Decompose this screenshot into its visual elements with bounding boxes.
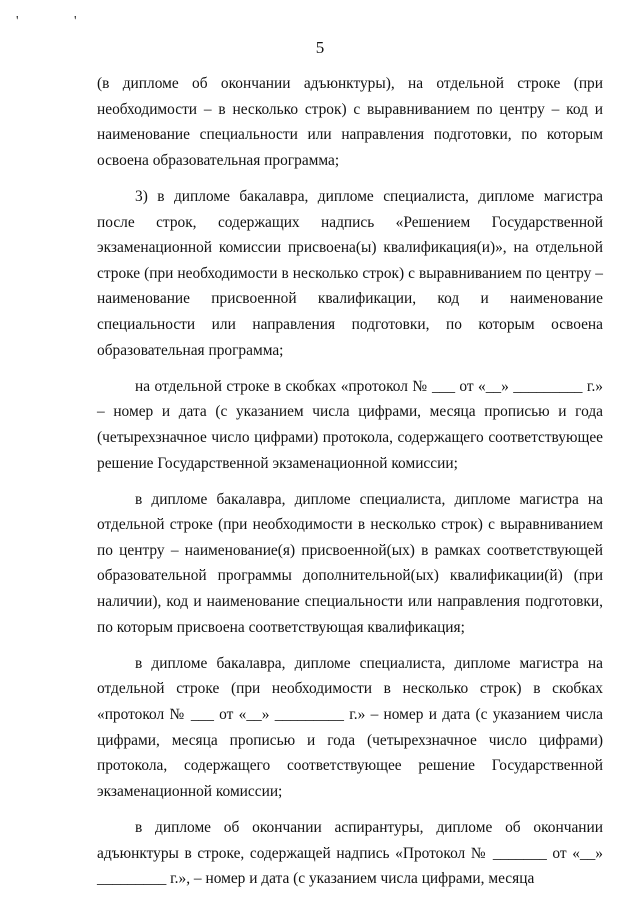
paragraph-3: на отдельной строке в скобках «протокол № ___ от «__» _________ г.» – номер и дата (с указанием числа цифрами, месяца прописью и года (четырехзначное число цифрами) протокола, содержащего соответствующее решение Государственной экзаменационной комиссии; — [97, 377, 603, 472]
paragraph-1: (в дипломе об окончании адъюнктуры), на отдельной строке (при необходимости – в несколько строк) с выравниванием по центру – код и наименование специальности или направления подготовки, по которым освоена образовательная программа; — [97, 75, 603, 169]
document-body — [97, 71, 603, 892]
paragraph-6: в дипломе об окончании аспирантуры, дипломе об окончании адъюнктуры в строке, содержащей надпись «Протокол № _______ от «__» _________ г.», – номер и дата (с указанием числа цифрами, месяца — [97, 819, 603, 888]
paragraph-2: 3) в дипломе бакалавра, дипломе специалиста, дипломе магистра после строк, содержащих надпись «Решением Государственной экзаменационной комиссии присвоена(ы) квалификация(и)», на отдельной строке (при необходимости в несколько строк) с выравниванием по центру – наименование присвоенной квалификации, код и наименование специальности или направления подготовки, по которым освоена образовательная программа; — [97, 187, 603, 359]
page-number: 5 — [315, 38, 325, 57]
paragraph-4: в дипломе бакалавра, дипломе специалиста, дипломе магистра на отдельной строке (при необходимости в несколько строк) с выравниванием по центру – наименование(я) присвоенной(ых) в рамках соответствующей образовательной программы дополнительной(ых) квалификации(й) (при наличии), код и наименование специальности или направления подготовки, по которым присвоена соответствующая квалификация; — [97, 490, 603, 636]
scan-marks: ' ' — [16, 14, 103, 29]
paragraph-5: в дипломе бакалавра, дипломе специалиста, дипломе магистра на отдельной строке (при необходимости в несколько строк) в скобках «протокол № ___ от «__» _________ г.» – номер и дата (с указанием числа цифрами, месяца прописью и года (четырехзначное число цифрами) протокола, содержащего соответствующее решение Государственной экзаменационной комиссии; — [97, 654, 603, 800]
